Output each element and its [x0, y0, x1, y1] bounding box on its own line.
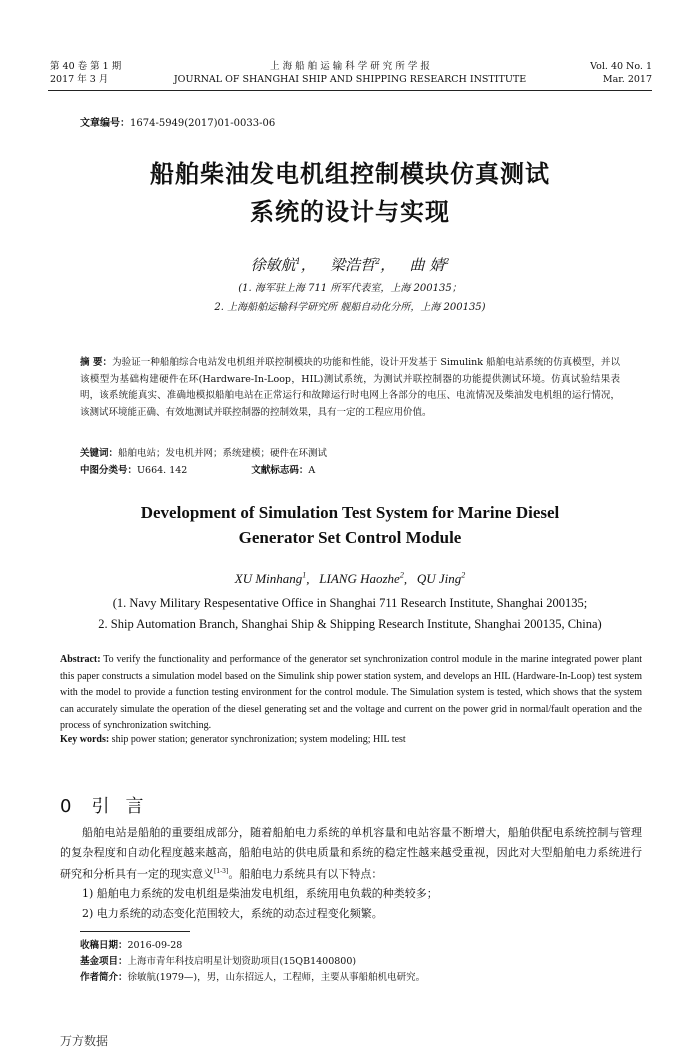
- keywords-cn-text: 船舶电站；发电机并网；系统建模；硬件在环测试: [118, 448, 328, 459]
- author-cn: 梁浩哲$^2$: [330, 256, 381, 274]
- watermark: 万方数据: [60, 1034, 109, 1048]
- abstract-en-label: Abstract:: [60, 654, 101, 665]
- abstract-cn: [80, 355, 620, 421]
- list-item: 2) 电力系统的动态变化范围较大，系统的动态过程变化频繁。: [82, 906, 383, 920]
- clc-label: 中图分类号：: [80, 465, 138, 476]
- paper-title-cn-line2: 系统的设计与实现: [250, 198, 450, 226]
- doc-code-label: 文献标志码：: [251, 465, 309, 476]
- paper-title-en: [0, 500, 700, 550]
- journal-volume-info-en: [590, 60, 652, 86]
- volume-issue: 第 40 卷 第 1 期: [50, 61, 122, 72]
- author-list-cn: 徐敏航$^1$， 梁浩哲$^2$， 曲 婧$^2$: [250, 256, 450, 274]
- body-text: [60, 823, 642, 923]
- affiliations-en: [0, 593, 700, 635]
- list-item: 1) 船舶电力系统的发电机组是柴油发电机组，系统用电负载的种类较多；: [82, 887, 438, 901]
- footnote-received: 收稿日期：2016-09-28: [80, 940, 183, 951]
- clc-value: U664. 142: [137, 465, 188, 476]
- affiliation-cn: (1. 海军驻上海 711 所军代表室，上海 200135；: [238, 283, 462, 294]
- keywords-en-label: Key words:: [60, 734, 110, 745]
- abstract-cn-text: 为验证一种船舶综合电站发电机组并联控制模块的功能和性能，设计开发基于 Simulink 船舶电站系统的仿真模型，并以该模型为基础构建硬件在环(Hardware-In-Loop，HIL)测试系统，为测试并联控制器的功能提供测试环境。仿真试验结果表明，该系统能真实、准确地模拟船舶电站在正常运行和故障运行时电网上各部分的电压、电流情况及柴油发电机组的运行情况，该测试环境能正确、有效地测试并联控制器的控制效果，具有一定的工程应用价值。: [80, 357, 620, 418]
- section-title: 引言: [91, 796, 160, 817]
- author-list-en: XU Minhang$^1$, LIANG Haozhe$^2$, QU Jing$^2$: [234, 571, 466, 587]
- author-cn: 曲 婧$^2$: [409, 256, 450, 274]
- abstract-cn-label: 摘 要：: [80, 357, 113, 368]
- keywords-cn-label: 关键词：: [80, 448, 119, 459]
- volume-issue-en: Vol. 40 No. 1: [590, 61, 652, 72]
- doc-code-value: A: [308, 465, 316, 476]
- footnote-fund: 基金项目：上海市青年科技启明星计划资助项目(15QB1400800): [80, 956, 357, 967]
- issue-date: 2017 年 3 月: [50, 74, 109, 85]
- footnote-author: 作者简介：徐敏航(1979—)，男，山东招远人，工程师，主要从事船舶机电研究。: [80, 972, 426, 983]
- affiliation-cn: 2. 上海船舶运输科学研究所 舰船自动化分所，上海 200135): [214, 302, 486, 313]
- classification-cn: [80, 462, 315, 476]
- abstract-en: [60, 652, 642, 735]
- paper-title-en-line1: Development of Simulation Test System for Marine Diesel: [140, 503, 560, 522]
- author-en: LIANG Haozhe$^2$: [319, 571, 404, 587]
- author-en: QU Jing$^2$: [416, 571, 466, 587]
- body-paragraph: 船舶电站是船舶的重要组成部分，随着船舶电力系统的单机容量和电站容量不断增大，船舶供配电系统控制与管理的复杂程度和自动化程度越来越高，船舶电站的供电质量和系统的稳定性越来越受重视，因此对大型船舶电力系统进行研究和分析具有一定的现实意义[1-3]。船舶电力系统具有以下特点：: [60, 826, 642, 881]
- article-number-label: 文章编号：: [80, 118, 130, 129]
- header-divider: [48, 90, 652, 91]
- section-number: 0: [60, 796, 72, 817]
- keywords-en-text: ship power station; generator synchronization; system modeling; HIL test: [109, 734, 406, 745]
- author-cn: 徐敏航$^1$: [250, 256, 301, 274]
- author-en: XU Minhang$^1$: [234, 571, 307, 587]
- footnote-divider: [80, 931, 190, 932]
- footnotes: [80, 938, 425, 986]
- affiliations-cn: [0, 279, 700, 317]
- paper-title-cn-line1: 船舶柴油发电机组控制模块仿真测试: [150, 160, 550, 188]
- citation: [1-3]: [214, 868, 229, 875]
- abstract-en-text: To verify the functionality and performance of the generator set synchronization control module in the marine integrated power plant this paper constructs a simulation model based on the Simulink ship power station system, and develops an HIL (Hardware-In-Loop) test system with the model to provide a function testing environment for the control module. The Simulation system is tested, which shows that the system can accurately simulate the operation of the diesel generating set and the voltage and current on the power grid in normal/fault operation and the process of synchronization switching.: [60, 654, 642, 731]
- keywords-en: [60, 734, 642, 745]
- affiliation-en: 2. Ship Automation Branch, Shanghai Ship & Shipping Research Institute, Shanghai 200135, China): [98, 617, 602, 631]
- paper-title-en-line2: Generator Set Control Module: [238, 528, 462, 547]
- keywords-cn: [80, 445, 327, 459]
- journal-name-en: JOURNAL OF SHANGHAI SHIP AND SHIPPING RESEARCH INSTITUTE: [173, 74, 527, 85]
- issue-date-en: Mar. 2017: [602, 74, 652, 85]
- article-number-value: 1674-5949(2017)01-0033-06: [130, 118, 276, 129]
- article-number: [80, 114, 275, 129]
- section-heading: [60, 792, 159, 818]
- paper-title-cn: [0, 155, 700, 231]
- journal-name-cn: 上 海 船 舶 运 输 科 学 研 究 所 学 报: [270, 61, 430, 72]
- affiliation-en: (1. Navy Military Respesentative Office in Shanghai 711 Research Institute, Shanghai 200135;: [112, 596, 588, 610]
